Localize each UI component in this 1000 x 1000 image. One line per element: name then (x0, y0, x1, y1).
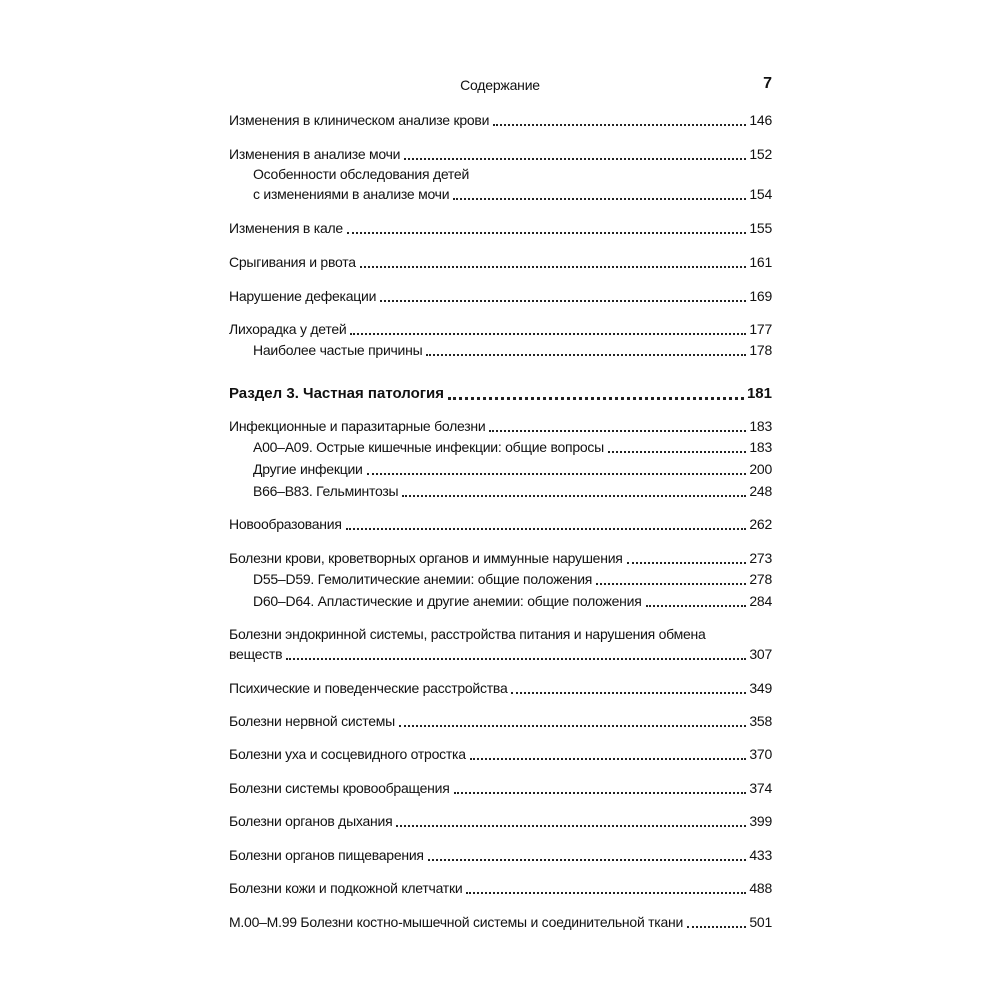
toc-entry-title-first-line: Болезни эндокринной системы, расстройства питания и нарушения обмена (229, 626, 706, 642)
running-title: Содержание (460, 77, 540, 93)
dot-leader (493, 110, 746, 126)
page-number: 7 (763, 75, 772, 92)
toc-entry (229, 811, 772, 831)
toc-entry-page: 178 (749, 342, 772, 358)
dot-leader (402, 481, 746, 497)
toc-entry-page: 152 (749, 146, 772, 162)
toc-entry-title: Другие инфекции (253, 461, 363, 477)
toc-entry-title: М.00–М.99 Болезни костно-мышечной системы и соединительной ткани (229, 914, 684, 930)
toc-entry-title: Болезни системы кровообращения (229, 780, 450, 796)
toc-entry (229, 845, 772, 865)
toc-entry-title: Изменения в анализе мочи (229, 146, 401, 162)
toc-section-heading (229, 383, 772, 404)
dot-leader (511, 678, 746, 694)
toc-subentry (253, 459, 772, 479)
dot-leader (360, 252, 747, 268)
toc-entry-page: 155 (749, 220, 772, 236)
toc-subentry (253, 437, 772, 457)
toc-entry-page: 284 (749, 593, 772, 609)
toc-entry (229, 778, 772, 798)
toc-entry-page: 433 (749, 847, 772, 863)
dot-leader (396, 811, 746, 827)
toc-entry (229, 548, 772, 568)
toc-entry-page: 278 (749, 571, 772, 587)
toc-entry-title: Срыгивания и рвота (229, 254, 356, 270)
toc-entry-page: 374 (749, 780, 772, 796)
toc-entry-page: 262 (749, 516, 772, 532)
toc-entry-title: Нарушение дефекации (229, 288, 377, 304)
toc-entry-title: Изменения в кале (229, 220, 343, 236)
toc-entry-page: 248 (749, 483, 772, 499)
dot-leader (347, 218, 746, 234)
dot-leader (627, 548, 747, 564)
toc-entry-title: Болезни органов дыхания (229, 813, 393, 829)
toc-entry (229, 878, 772, 898)
toc-entry (229, 711, 772, 731)
toc-entry-title: Психические и поведенческие расстройства (229, 680, 508, 696)
dot-leader (426, 340, 746, 356)
toc-entry-title: с изменениями в анализе мочи (253, 186, 450, 202)
toc-entry (229, 744, 772, 764)
toc-entry (229, 252, 772, 272)
dot-leader (346, 514, 747, 530)
dot-leader (489, 416, 746, 432)
toc-entry-title: D55–D59. Гемолитические анемии: общие положения (253, 571, 593, 587)
toc-entry-title: Наиболее частые причины (253, 342, 423, 358)
toc-entry-page: 161 (749, 254, 772, 270)
toc-entry-title: Лихорадка у детей (229, 321, 347, 337)
toc-entry-page: 183 (749, 439, 772, 455)
toc-entry-page: 370 (749, 746, 772, 762)
toc-entry (229, 144, 772, 164)
dot-leader (367, 459, 747, 475)
toc-entry-page: 307 (749, 646, 772, 662)
dot-leader (646, 591, 747, 607)
toc-subentry (253, 569, 772, 589)
dot-leader (608, 437, 746, 453)
dot-leader (448, 383, 744, 400)
toc-subentry (253, 481, 772, 501)
dot-leader (428, 845, 747, 861)
toc-entry-title: Болезни нервной системы (229, 713, 395, 729)
toc-entry (229, 319, 772, 339)
toc-entry (229, 644, 772, 664)
toc-entry-page: 488 (749, 880, 772, 896)
dot-leader (380, 286, 746, 302)
toc-entry-title: Болезни органов пищеварения (229, 847, 424, 863)
toc-entry-title: D60–D64. Апластические и другие анемии: общие положения (253, 593, 642, 609)
toc-entry-page: 501 (749, 914, 772, 930)
dot-leader (596, 569, 746, 585)
toc-entry (229, 678, 772, 698)
toc-entry-title: А00–А09. Острые кишечные инфекции: общие вопросы (253, 439, 604, 455)
dot-leader (404, 144, 746, 160)
toc-section-title: Раздел 3. Частная патология (229, 385, 444, 402)
toc-entry-page: 177 (749, 321, 772, 337)
dot-leader (399, 711, 746, 727)
toc-entry-title: Новообразования (229, 516, 342, 532)
toc-entry (229, 286, 772, 306)
toc-entry-page: 183 (749, 418, 772, 434)
dot-leader (453, 184, 746, 200)
toc-entry-title-first-line: Особенности обследования детей (253, 166, 470, 182)
toc-entry-page: 273 (749, 550, 772, 566)
toc-entry-page: 349 (749, 680, 772, 696)
toc-entry (229, 416, 772, 436)
toc-entry-page: 200 (749, 461, 772, 477)
toc-entry (229, 110, 772, 130)
toc-entry-title: В66–В83. Гельминтозы (253, 483, 399, 499)
toc-entry-title: Инфекционные и паразитарные болезни (229, 418, 486, 434)
dot-leader (350, 319, 746, 335)
toc-subentry (253, 591, 772, 611)
toc-entry-title: Изменения в клиническом анализе крови (229, 112, 490, 128)
toc-entry-title: Болезни крови, кроветворных органов и иммунные нарушения (229, 550, 623, 566)
toc-entry-title: Болезни уха и сосцевидного отростка (229, 746, 466, 762)
dot-leader (687, 912, 746, 928)
toc-entry (229, 218, 772, 238)
toc-entry (229, 514, 772, 534)
toc-entry-title: веществ (229, 646, 283, 662)
toc-entry-title: Болезни кожи и подкожной клетчатки (229, 880, 463, 896)
toc-subentry (253, 184, 772, 204)
toc-section-page: 181 (746, 385, 772, 402)
toc-entry-page: 169 (749, 288, 772, 304)
toc-entry-page: 399 (749, 813, 772, 829)
dot-leader (286, 644, 746, 660)
dot-leader (454, 778, 747, 794)
dot-leader (470, 744, 747, 760)
toc-entry-page: 154 (749, 186, 772, 202)
toc-subentry (253, 340, 772, 360)
toc-entry (229, 912, 772, 932)
toc-entry-page: 358 (749, 713, 772, 729)
dot-leader (466, 878, 746, 894)
toc-entry-page: 146 (749, 112, 772, 128)
